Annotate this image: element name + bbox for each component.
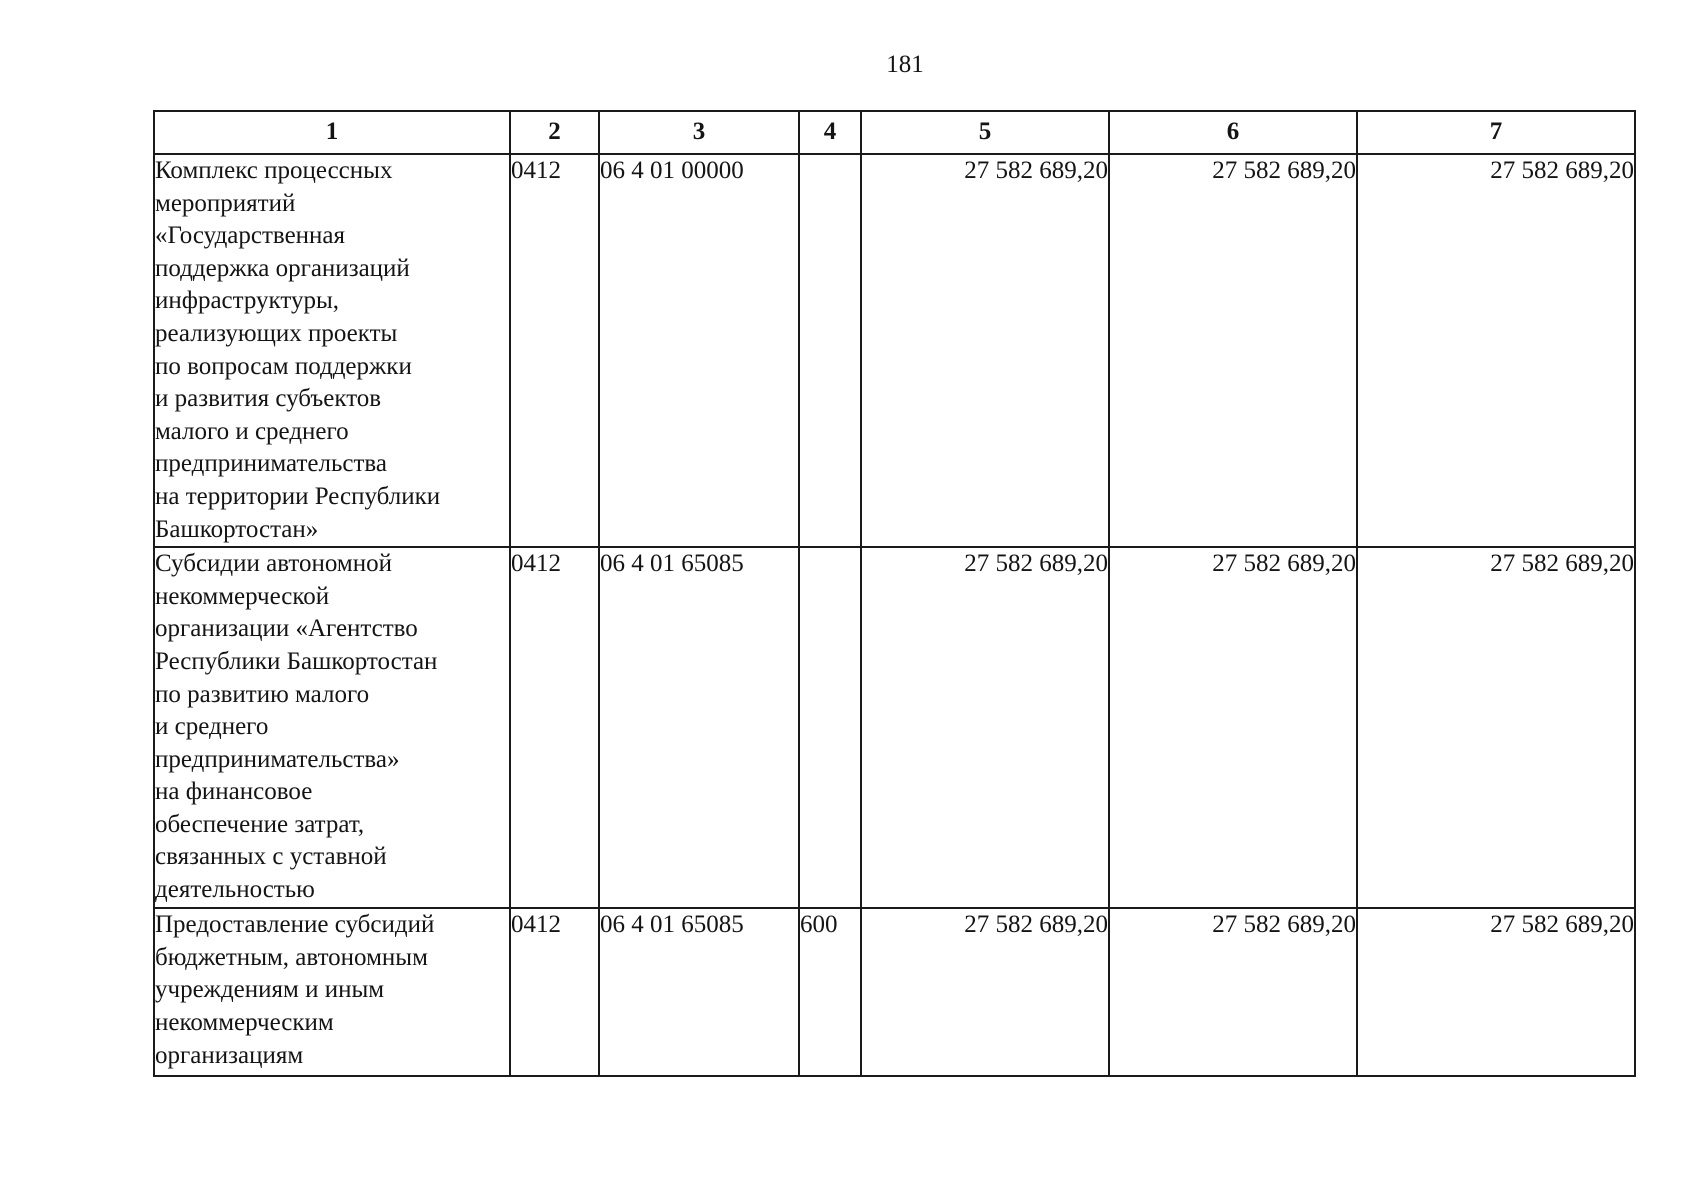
table-row: [154, 547, 1635, 908]
row-name: [154, 908, 510, 1076]
section-code: 0412: [510, 154, 599, 547]
amount-col-7: 27 582 689,20: [1357, 547, 1635, 908]
name-line: деятельностью: [155, 876, 315, 904]
name-line: по развитию малого: [155, 680, 370, 708]
name-line: мероприятий: [155, 189, 296, 217]
column-header-3: 3: [599, 111, 799, 154]
row-name: [154, 154, 510, 547]
target-article-code: 06 4 01 00000: [599, 154, 799, 547]
name-line: некоммерческой: [155, 582, 330, 610]
name-line: «Государственная: [155, 222, 346, 250]
column-header-2: 2: [510, 111, 599, 154]
target-article-code: 06 4 01 65085: [599, 908, 799, 1076]
name-line: малого и среднего: [155, 417, 349, 445]
name-line: реализующих проекты: [155, 319, 398, 347]
name-line: по вопросам поддержки: [155, 352, 412, 380]
amount-col-6: 27 582 689,20: [1109, 154, 1357, 547]
section-code: 0412: [510, 547, 599, 908]
amount-col-6: 27 582 689,20: [1109, 908, 1357, 1076]
column-header-7: 7: [1357, 111, 1635, 154]
name-line: предпринимательства: [155, 450, 387, 478]
amount-col-5: 27 582 689,20: [861, 154, 1109, 547]
name-line: бюджетным, автономным: [155, 943, 428, 971]
section-code: 0412: [510, 908, 599, 1076]
name-line: обеспечение затрат,: [155, 810, 365, 838]
name-line: Башкортостан»: [155, 515, 319, 543]
column-header-6: 6: [1109, 111, 1357, 154]
name-line: учреждениям и иным: [155, 976, 385, 1004]
expense-type-code: [799, 154, 861, 547]
name-line: Комплекс процессных: [155, 157, 393, 184]
target-article-code: 06 4 01 65085: [599, 547, 799, 908]
name-line: Предоставление субсидий: [155, 911, 435, 939]
name-line: некоммерческим: [155, 1008, 334, 1036]
name-line: поддержка организаций: [155, 254, 410, 282]
amount-col-6: 27 582 689,20: [1109, 547, 1357, 908]
amount-col-7: 27 582 689,20: [1357, 908, 1635, 1076]
budget-table: [153, 110, 1636, 1077]
name-line: связанных с уставной: [155, 843, 387, 871]
expense-type-code: [799, 547, 861, 908]
page-number: 181: [886, 51, 924, 78]
name-line: предпринимательства»: [155, 745, 400, 773]
name-line: на финансовое: [155, 778, 313, 806]
name-line: организации «Агентство: [155, 615, 418, 643]
name-line: организациям: [155, 1041, 304, 1069]
table-row: [154, 908, 1635, 1076]
name-line: и развития субъектов: [155, 385, 382, 413]
amount-col-7: 27 582 689,20: [1357, 154, 1635, 547]
header-row: [154, 111, 1635, 154]
row-name: [154, 547, 510, 908]
name-line: инфраструктуры,: [155, 287, 340, 315]
name-line: и среднего: [155, 713, 269, 741]
name-line: Республики Башкортостан: [155, 647, 438, 675]
name-line: на территории Республики: [155, 482, 441, 510]
name-line: Субсидии автономной: [155, 550, 392, 578]
table-row: [154, 154, 1635, 547]
amount-col-5: 27 582 689,20: [861, 908, 1109, 1076]
column-header-5: 5: [861, 111, 1109, 154]
column-header-1: 1: [154, 111, 510, 154]
amount-col-5: 27 582 689,20: [861, 547, 1109, 908]
expense-type-code: 600: [799, 908, 861, 1076]
column-header-4: 4: [799, 111, 861, 154]
